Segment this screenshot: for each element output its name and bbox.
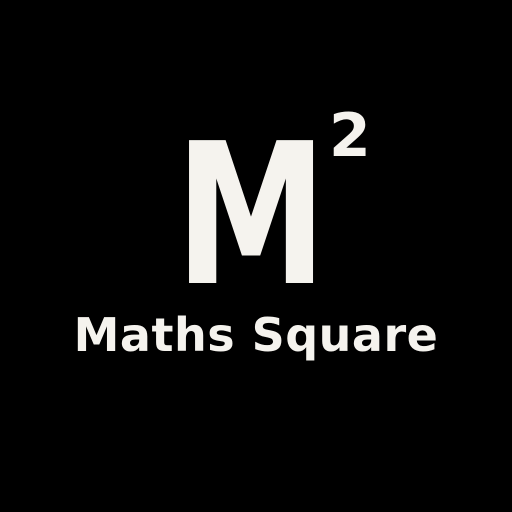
logo-mark — [175, 101, 385, 330]
logo-letter: M — [175, 102, 328, 330]
brand-name: Maths Square — [73, 308, 439, 362]
logo-superscript: 2 — [329, 101, 371, 171]
